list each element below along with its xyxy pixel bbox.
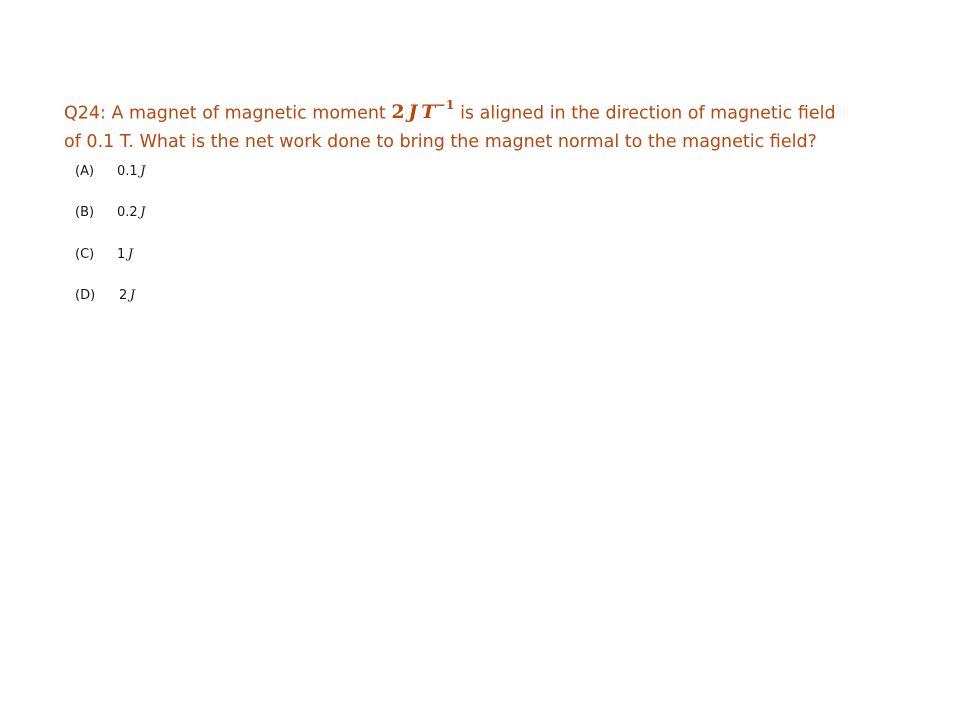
option-value: 2 (119, 287, 128, 303)
option-d[interactable] (75, 287, 146, 328)
magnetic-moment-formula: 2 J $T^{-1}$ (391, 97, 455, 124)
question-text (64, 92, 924, 157)
option-value: 0.1 (117, 164, 138, 179)
option-label: (D) (75, 287, 96, 303)
option-value: 0.2 (117, 205, 138, 221)
option-b[interactable] (75, 204, 146, 245)
option-unit: J (127, 246, 134, 262)
question-line2: of 0.1 T. What is the net work done to bring the magnet normal to the magnetic field? (64, 132, 817, 153)
answer-options (75, 163, 146, 328)
option-unit: J (140, 205, 146, 221)
option-unit: J (140, 164, 146, 179)
question-prefix: Q24: A magnet of magnetic moment (64, 103, 392, 124)
option-c[interactable] (75, 246, 146, 287)
question-line1-suffix: is aligned in the direction of magnetic field (454, 103, 836, 124)
option-label: (A) (75, 164, 95, 179)
option-value: 1 (117, 246, 126, 262)
option-label: (C) (75, 246, 95, 262)
option-a[interactable] (75, 163, 146, 204)
option-label: (B) (75, 205, 95, 221)
option-unit: J (129, 287, 136, 303)
